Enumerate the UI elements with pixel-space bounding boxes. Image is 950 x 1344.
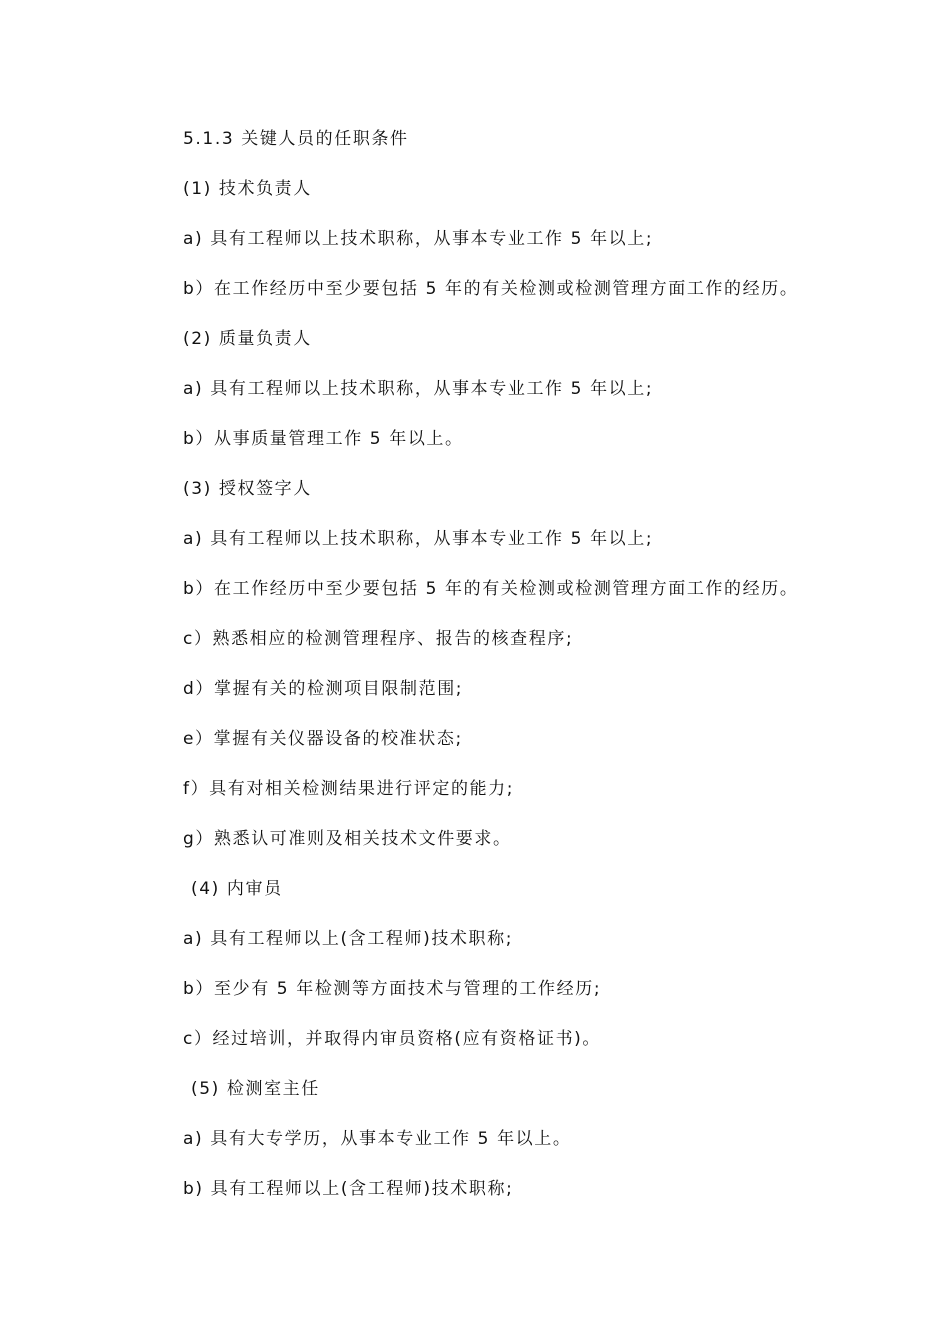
text-line: d）掌握有关的检测项目限制范围;	[183, 679, 464, 699]
document-body	[183, 125, 883, 1225]
text-line: (5) 检测室主任	[191, 1079, 320, 1099]
text-line: c）熟悉相应的检测管理程序、报告的核查程序;	[183, 629, 574, 649]
section-heading: 5.1.3 关键人员的任职条件	[183, 129, 409, 149]
text-line: a) 具有大专学历，从事本专业工作 5 年以上。	[183, 1129, 572, 1149]
text-line: b）在工作经历中至少要包括 5 年的有关检测或检测管理方面工作的经历。	[183, 579, 799, 599]
text-line: c）经过培训，并取得内审员资格(应有资格证书)。	[183, 1029, 602, 1049]
text-line: a) 具有工程师以上(含工程师)技术职称;	[183, 929, 514, 949]
text-line: (2) 质量负责人	[183, 329, 312, 349]
text-line: a) 具有工程师以上技术职称，从事本专业工作 5 年以上;	[183, 229, 654, 249]
text-line: e）掌握有关仪器设备的校准状态;	[183, 729, 463, 749]
text-line: b）在工作经历中至少要包括 5 年的有关检测或检测管理方面工作的经历。	[183, 279, 799, 299]
text-line: (3) 授权签字人	[183, 479, 312, 499]
text-line: a) 具有工程师以上技术职称，从事本专业工作 5 年以上;	[183, 379, 654, 399]
text-line: b）从事质量管理工作 5 年以上。	[183, 429, 464, 449]
text-line: g）熟悉认可准则及相关技术文件要求。	[183, 829, 512, 849]
text-line: b) 具有工程师以上(含工程师)技术职称;	[183, 1179, 514, 1199]
text-line: a) 具有工程师以上技术职称，从事本专业工作 5 年以上;	[183, 529, 654, 549]
text-line: (4) 内审员	[191, 879, 283, 899]
text-line: f）具有对相关检测结果进行评定的能力;	[183, 779, 515, 799]
text-line: b）至少有 5 年检测等方面技术与管理的工作经历;	[183, 979, 602, 999]
text-line: (1) 技术负责人	[183, 179, 312, 199]
